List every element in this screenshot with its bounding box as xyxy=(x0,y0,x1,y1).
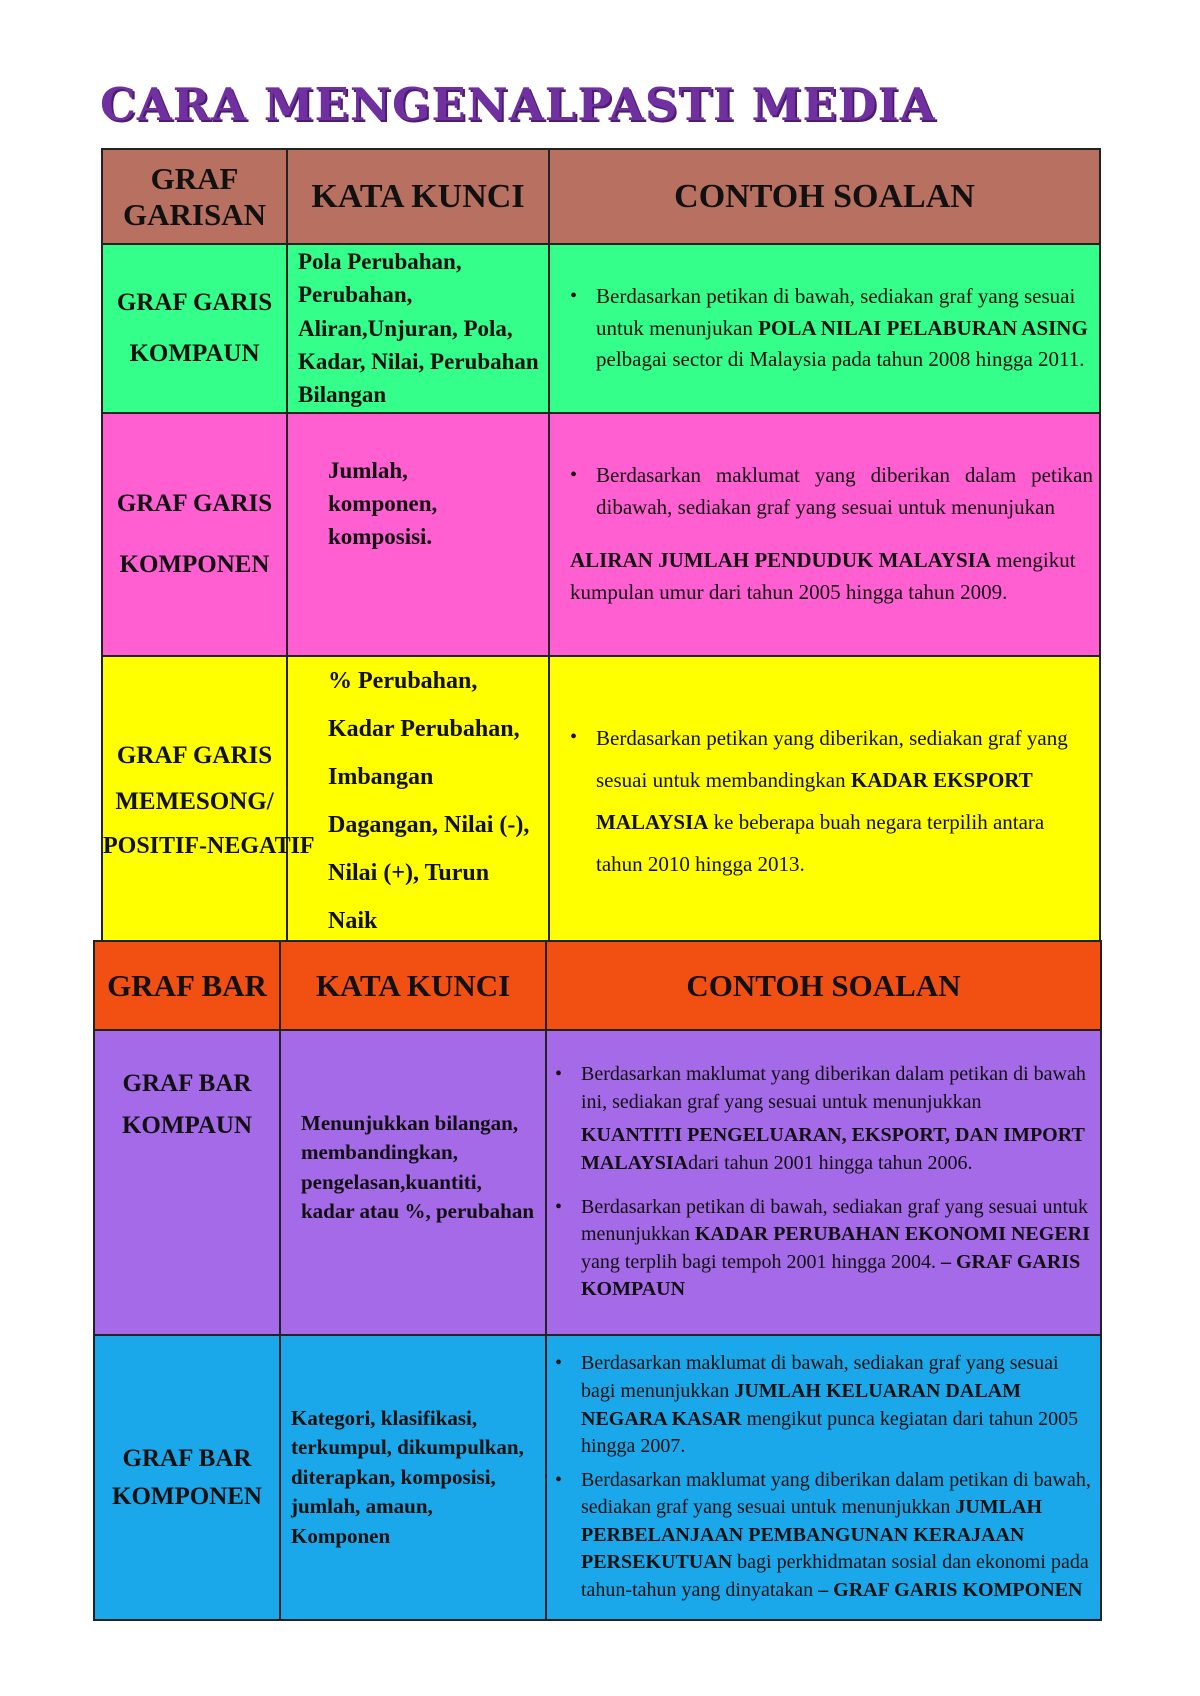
example-text: mengikut punca kegiatan dari tahun 2005 hingga 2007. xyxy=(581,1407,1079,1458)
bullet-icon: • xyxy=(570,285,578,308)
header-example-question: CONTOH SOALAN xyxy=(549,149,1100,244)
header-graph-type: GRAF BAR xyxy=(94,941,280,1030)
example-text: Berdasarkan petikan di bawah, sediakan graf yang sesuai untuk menunjukkan xyxy=(581,1195,1089,1246)
example-text: Berdasarkan maklumat di bawah, sediakan graf yang sesuai bagi menunjukkan xyxy=(581,1352,1059,1402)
category-cell xyxy=(94,1335,280,1620)
bullet-icon: • xyxy=(555,1063,563,1086)
table-header-row xyxy=(94,941,1101,1030)
header-keywords: KATA KUNCI xyxy=(280,941,546,1030)
example-cell xyxy=(546,1030,1101,1335)
example-keyword: KADAR PERUBAHAN EKONOMI NEGERI xyxy=(694,1223,1090,1246)
example-text: Berdasarkan maklumat yang diberikan dalam petikan dibawah, sediakan graf yang sesuai untuk menunjukan xyxy=(596,463,1093,519)
example-cell xyxy=(549,244,1100,413)
bullet-icon: • xyxy=(570,725,578,748)
example-cell xyxy=(546,1335,1101,1620)
table-header-row xyxy=(102,149,1100,244)
example-keyword: POLA NILAI PELABURAN ASING xyxy=(758,315,1088,340)
category-line: GRAF BAR xyxy=(122,1445,252,1472)
category-line: MEMESONG/ xyxy=(115,787,274,815)
category-cell xyxy=(102,244,287,413)
example-text: Berdasarkan maklumat yang diberikan dalam petikan di bawah ini, sediakan graf yang sesuai untuk menunjukkan xyxy=(581,1063,1086,1113)
example-text: dari tahun 2001 hingga tahun 2006. xyxy=(688,1151,973,1174)
example-keyword: JUMLAH KELUARAN DALAM NEGARA KASAR xyxy=(581,1379,1021,1430)
keywords-cell: Menunjukkan bilangan, membandingkan, pengelasan,kuantiti, kadar atau %, perubahan xyxy=(280,1030,546,1335)
table-row xyxy=(102,656,1100,946)
category-line: GRAF BAR xyxy=(122,1070,252,1097)
bar-graph-table xyxy=(93,940,1102,1621)
category-line: GRAF GARIS xyxy=(116,489,273,517)
keywords-cell: Jumlah, komponen, komposisi. xyxy=(287,413,549,656)
page-title: CARA MENGENALPASTI MEDIA xyxy=(100,78,936,131)
category-line: KOMPONEN xyxy=(112,1482,262,1510)
table-row xyxy=(94,1030,1101,1335)
example-keyword: ALIRAN JUMLAH PENDUDUK MALAYSIA xyxy=(570,548,991,573)
example-text: pelbagai sector di Malaysia pada tahun 2008 hingga 2011. xyxy=(596,347,1085,372)
example-keyword: KADAR EKSPORT MALAYSIA xyxy=(596,767,1033,834)
example-text: bagi perkhidmatan sosial dan ekonomi pada tahun-tahun yang dinyatakan xyxy=(581,1551,1089,1602)
example-cell xyxy=(549,656,1100,946)
bullet-icon: • xyxy=(555,1352,563,1375)
example-cell xyxy=(549,413,1100,656)
header-graph-type: GRAF GARISAN xyxy=(102,149,287,244)
table-row xyxy=(102,244,1100,413)
example-text: Berdasarkan petikan yang diberikan, sediakan graf yang sesuai untuk membandingkan xyxy=(596,725,1068,792)
keywords-cell: Pola Perubahan, Perubahan, Aliran,Unjuran, Pola, Kadar, Nilai, Perubahan Bilangan xyxy=(287,244,549,413)
line-graph-table xyxy=(101,148,1101,967)
example-text: yang terplih bagi tempoh 2001 hingga 2004. xyxy=(581,1250,941,1273)
header-example-question: CONTOH SOALAN xyxy=(546,941,1101,1030)
header-keywords: KATA KUNCI xyxy=(287,149,549,244)
example-text: mengikut kumpulan umur dari tahun 2005 hingga tahun 2009. xyxy=(570,548,1076,604)
table-row xyxy=(102,413,1100,656)
bullet-icon: • xyxy=(555,1195,563,1218)
keywords-cell: Kategori, klasifikasi, terkumpul, dikumpulkan, diterapkan, komposisi, jumlah, amaun, Komponen xyxy=(280,1335,546,1620)
example-text: Berdasarkan maklumat yang diberikan dalam petikan di bawah, sediakan graf yang sesuai untuk menunjukkan xyxy=(581,1468,1091,1519)
bullet-icon: • xyxy=(570,464,578,487)
keywords-cell: % Perubahan, Kadar Perubahan, Imbangan Dagangan, Nilai (-), Nilai (+), Turun Naik xyxy=(287,656,549,946)
category-line: KOMPAUN xyxy=(129,340,260,368)
category-cell xyxy=(102,656,315,946)
example-text: ke beberapa buah negara terpilih antara tahun 2010 hingga 2013. xyxy=(596,809,1045,876)
table-row xyxy=(94,1335,1101,1620)
example-keyword: KUANTITI PENGELUARAN, EKSPORT, DAN IMPORT MALAYSIA xyxy=(581,1124,1085,1174)
example-keyword: – GRAF GARIS KOMPAUN xyxy=(581,1250,1081,1301)
example-text: Berdasarkan petikan di bawah, sediakan graf yang sesuai untuk menunjukan xyxy=(596,284,1076,340)
category-line: GRAF GARIS xyxy=(116,742,273,770)
category-line: GRAF GARIS xyxy=(116,288,273,316)
category-cell xyxy=(94,1030,280,1335)
category-line: KOMPONEN xyxy=(119,551,270,579)
category-line: POSITIF-NEGATIF xyxy=(103,833,315,860)
category-cell xyxy=(102,413,287,656)
category-line: KOMPAUN xyxy=(121,1111,253,1139)
example-keyword: JUMLAH PERBELANJAAN PEMBANGUNAN KERAJAAN PERSEKUTUAN xyxy=(581,1496,1043,1574)
bullet-icon: • xyxy=(555,1468,563,1491)
example-keyword: – GRAF GARIS KOMPONEN xyxy=(818,1579,1083,1602)
